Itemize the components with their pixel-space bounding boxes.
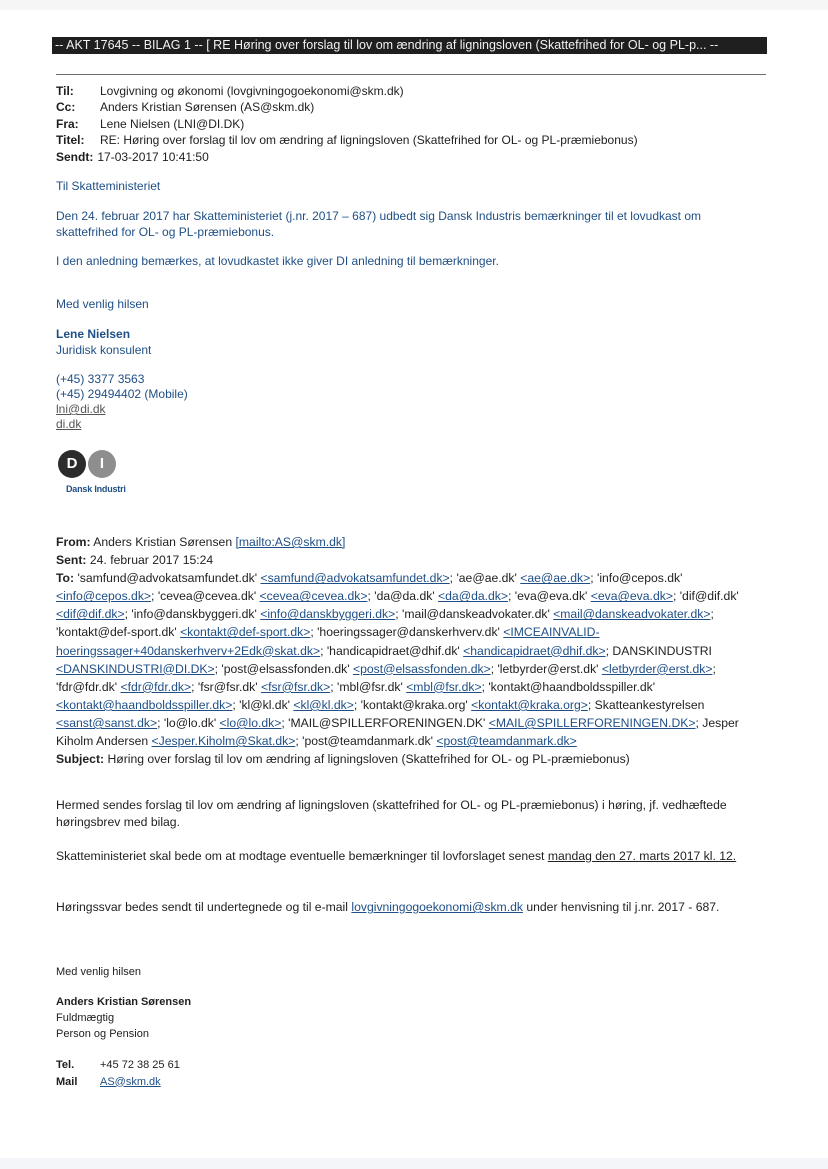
reply-instruction-end: under henvisning til j.nr. 2017 - 687.: [522, 900, 720, 914]
reply-mobile: (+45) 29494402 (Mobile): [56, 387, 188, 401]
mail-label: Mail: [56, 1075, 78, 1088]
header-title-label: Titel:: [56, 133, 85, 148]
header-sent-label: Sendt:: [56, 149, 94, 164]
header-cc-label: Cc:: [56, 100, 76, 115]
recipient-name: ; 'letbyrder@erst.dk': [490, 661, 602, 676]
scan-edge-bottom: [0, 1158, 828, 1169]
reply-web-link[interactable]: di.dk: [56, 417, 82, 431]
recipient-name: 'dif@dif.dk': [679, 589, 739, 604]
recipient-name: ;: [605, 643, 613, 658]
recipient-name: ; 'post@teamdanmark.dk': [295, 734, 437, 749]
recipient-email-link[interactable]: <ae@ae.dk>: [520, 571, 591, 586]
header-from-value: Lene Nielsen (LNI@DI.DK): [100, 116, 245, 131]
recipient-email-link[interactable]: <letbyrder@erst.dk>: [601, 661, 713, 676]
recipient-email-link[interactable]: <kontakt@haandboldsspiller.dk>: [56, 697, 233, 712]
recipient-name: ; 'kontakt@def-sport.dk': [56, 607, 714, 640]
reply-instruction: Høringssvar bedes sendt til undertegnede og til e-mail: [56, 900, 352, 914]
recipient-name: ; 'post@elsassfonden.dk': [214, 661, 353, 676]
header-sent-row: [56, 149, 638, 165]
di-logo-caption: Dansk Industri: [66, 484, 126, 494]
recipient-name: ; 'MAIL@SPILLERFORENINGEN.DK': [281, 715, 489, 730]
recipient-email-link[interactable]: <post@elsassfonden.dk>: [352, 661, 491, 676]
header-sent-value: 17-03-2017 10:41:50: [97, 149, 209, 164]
header-title-row: [56, 132, 638, 148]
original-signature-department: Person og Pension: [56, 1028, 149, 1040]
header-to-label: Til:: [56, 84, 74, 98]
recipient-name: ; 'fsr@fsr.dk': [191, 679, 261, 694]
original-body-paragraph-1: Hermed sendes forslag til lov om ændring af ligningsloven (skattefrihed for OL- og PL-præmiebonus) i høring, jf. vedhæftede høringsbrev med bilag.: [56, 798, 727, 829]
recipient-name: ; 'fdr@fdr.dk': [56, 661, 716, 694]
original-body-paragraph-2: [56, 848, 756, 865]
recipient-email-link[interactable]: <mbl@fsr.dk>: [406, 679, 482, 694]
archive-banner: -- AKT 17645 -- BILAG 1 -- [ RE Høring over forslag til lov om ændring af ligningsloven (Skattefrihed for OL- og PL-p... --: [52, 37, 767, 54]
header-to-row: [56, 83, 638, 99]
original-body-paragraph-3: [56, 899, 756, 916]
original-from-mailto-link[interactable]: [mailto:AS@skm.dk]: [235, 535, 346, 549]
recipient-email-link[interactable]: <fsr@fsr.dk>: [260, 679, 331, 694]
recipient-email-link[interactable]: <kontakt@kraka.org>: [471, 697, 588, 712]
original-to-row: [56, 569, 756, 750]
recipient-name: ; 'info@cepos.dk': [590, 571, 683, 586]
recipient-name: ; 'kl@kl.dk': [232, 697, 294, 712]
recipient-email-link[interactable]: <eva@eva.dk>: [590, 589, 673, 604]
original-signature-name: Anders Kristian Sørensen: [56, 996, 192, 1008]
original-signature-contacts: [56, 1057, 180, 1090]
recipient-email-link[interactable]: <Jesper.Kiholm@Skat.dk>: [151, 734, 296, 749]
tel-label: Tel.: [56, 1059, 75, 1071]
original-sent-label: Sent:: [56, 553, 87, 568]
recipient-email-link[interactable]: <fdr@fdr.dk>: [120, 679, 192, 694]
recipient-email-link[interactable]: <sanst@sanst.dk>: [56, 715, 158, 730]
original-subject-label: Subject:: [56, 752, 105, 767]
recipient-email-link[interactable]: <IMCEAINVALID-hoeringssager+40danskerhverv+2Edk@skat.dk>: [56, 625, 600, 658]
recipient-email-link[interactable]: <dif@dif.dk>: [56, 607, 125, 622]
header-from-row: [56, 116, 638, 132]
recipient-name: ; 'ae@ae.dk': [449, 571, 521, 586]
original-email-header: [56, 533, 756, 768]
header-to-value: Lovgivning og økonomi (lovgivningogoekonomi@skm.dk): [100, 84, 404, 98]
original-to-label: To:: [56, 571, 75, 586]
scan-edge-top: [0, 0, 828, 10]
recipient-name: ; 'eva@eva.dk': [508, 589, 591, 604]
recipient-email-link[interactable]: <cevea@cevea.dk>: [259, 589, 368, 604]
recipient-name: ; Skatteankestyrelsen: [587, 697, 705, 712]
recipient-email-link[interactable]: <handicapidraet@dhif.dk>: [463, 643, 606, 658]
recipient-name: ;: [672, 589, 680, 604]
recipient-name: ; 'info@danskbyggeri.dk': [124, 607, 261, 622]
reply-email-address-link[interactable]: lovgivningogoekonomi@skm.dk: [351, 900, 523, 914]
di-logo-i-circle: I: [88, 450, 116, 478]
reply-paragraph-1: Den 24. februar 2017 har Skatteministeriet (j.nr. 2017 – 687) udbedt sig Dansk Industris bemærkninger til et lovudkast om skattefrihed for OL- og PL-præmiebonus.: [56, 209, 702, 239]
email-header: [56, 83, 638, 165]
recipient-name: ; 'handicapidraet@dhif.dk': [320, 643, 464, 658]
mail-row: [56, 1074, 180, 1091]
recipient-name: ; 'da@da.dk': [367, 589, 439, 604]
recipient-email-link[interactable]: <samfund@advokatsamfundet.dk>: [260, 571, 450, 586]
header-from-label: Fra:: [56, 116, 79, 131]
header-divider: [56, 74, 766, 75]
recipient-email-link[interactable]: <lo@lo.dk>: [219, 715, 282, 730]
original-closing: Med venlig hilsen: [56, 966, 141, 978]
tel-value: +45 72 38 25 61: [100, 1059, 180, 1071]
recipient-list: [56, 571, 739, 748]
recipient-name: ; 'kontakt@kraka.org': [353, 697, 472, 712]
mail-link[interactable]: AS@skm.dk: [100, 1075, 161, 1088]
recipient-email-link[interactable]: <info@cepos.dk>: [56, 589, 152, 604]
recipient-name: 'kontakt@haandboldsspiller.dk': [488, 679, 656, 694]
recipient-name: ; Jesper Kiholm Andersen: [56, 715, 739, 749]
recipient-name: ; 'mail@danskeadvokater.dk': [395, 607, 554, 622]
recipient-email-link[interactable]: <kontakt@def-sport.dk>: [180, 625, 311, 640]
original-subject-value: Høring over forslag til lov om ændring af ligningsloven (Skattefrihed for OL- og PL-præmiebonus): [107, 752, 630, 767]
recipient-name: ; 'lo@lo.dk': [157, 715, 220, 730]
original-signature-title: Fuldmægtig: [56, 1012, 115, 1024]
reply-email-link[interactable]: lni@di.dk: [56, 402, 106, 416]
di-logo: [58, 450, 116, 478]
header-cc-row: [56, 99, 638, 115]
original-from-name: Anders Kristian Sørensen: [93, 535, 233, 549]
recipient-email-link[interactable]: <MAIL@SPILLERFORENINGEN.DK>: [488, 715, 696, 730]
recipient-name: 'samfund@advokatsamfundet.dk': [77, 571, 261, 586]
header-title-value: RE: Høring over forslag til lov om ændring af ligningsloven (Skattefrihed for OL- og PL-præmiebonus): [100, 133, 638, 148]
reply-greeting: Til Skatteministeriet: [56, 179, 161, 193]
original-from-label: From:: [56, 535, 91, 549]
recipient-email-link[interactable]: <da@da.dk>: [438, 589, 509, 604]
original-sent-row: [56, 551, 756, 569]
reply-signature-name: Lene Nielsen: [56, 327, 131, 341]
recipient-email-link[interactable]: <post@teamdanmark.dk>: [436, 734, 577, 749]
recipient-email-link[interactable]: <kl@kl.dk>: [293, 697, 354, 712]
original-from-row: [56, 533, 756, 551]
recipient-email-link[interactable]: <DANSKINDUSTRI@DI.DK>: [56, 661, 215, 676]
reply-closing: Med venlig hilsen: [56, 297, 149, 311]
recipient-name: ; 'cevea@cevea.dk': [151, 589, 260, 604]
recipient-name: DANSKINDUSTRI: [612, 643, 712, 658]
recipient-name: ;: [481, 679, 489, 694]
deadline-date: mandag den 27. marts 2017 kl. 12.: [547, 849, 737, 863]
original-subject-row: [56, 750, 756, 768]
tel-row: [56, 1057, 180, 1074]
di-logo-d-circle: D: [58, 450, 86, 478]
original-sent-value: 24. februar 2017 15:24: [89, 553, 214, 568]
recipient-name: ; 'hoeringssager@danskerhverv.dk': [310, 625, 504, 640]
reply-phone: (+45) 3377 3563: [56, 372, 145, 386]
recipient-email-link[interactable]: <mail@danskeadvokater.dk>: [553, 607, 711, 622]
deadline-intro: Skatteministeriet skal bede om at modtage eventuelle bemærkninger til lovforslaget senest: [56, 849, 548, 863]
reply-paragraph-2: I den anledning bemærkes, at lovudkastet ikke giver DI anledning til bemærkninger.: [56, 254, 499, 268]
recipient-name: ; 'mbl@fsr.dk': [330, 679, 407, 694]
header-cc-value: Anders Kristian Sørensen (AS@skm.dk): [100, 100, 315, 115]
recipient-email-link[interactable]: <info@danskbyggeri.dk>: [260, 607, 396, 622]
reply-signature-role: Juridisk konsulent: [56, 343, 152, 357]
